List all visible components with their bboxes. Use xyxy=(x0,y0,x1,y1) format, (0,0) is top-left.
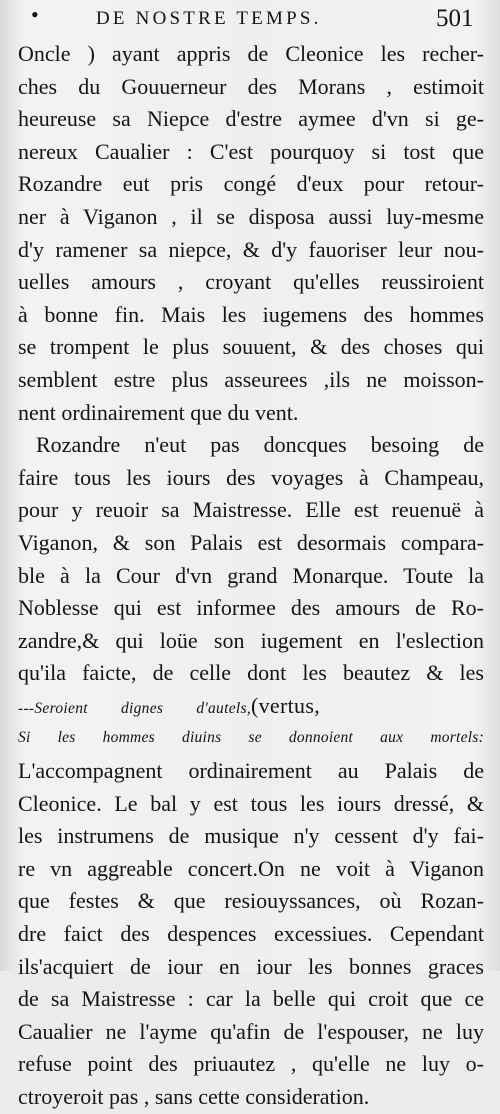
text-line: faire tous les iours des voyages à Champeau, xyxy=(18,464,484,490)
running-head: DE NOSTRE TEMPS. xyxy=(96,8,322,29)
page-number: 501 xyxy=(436,5,474,32)
text-line: ner à Viganon , il se disposa aussi luy-mesme xyxy=(18,203,484,229)
verse-continuation: (vertus, xyxy=(251,692,320,718)
text-line: heureuse sa Niepce d'estre aymee d'vn si ge- xyxy=(18,106,484,132)
text-line: de sa Maistresse : car la belle qui croit que ce xyxy=(18,986,484,1012)
verse-line-1 xyxy=(18,690,484,723)
text-line: à bonne fin. Mais les iugemens des hommes xyxy=(18,301,484,327)
text-line: ctroyeroit pas , sans cette consideration. xyxy=(18,1084,370,1109)
text-line: uelles amours , croyant qu'elles reussiroient xyxy=(18,269,484,295)
text-line: se trompent le plus souuent, & des choses qui xyxy=(18,334,484,360)
verse-text: ---Seroient dignes d'autels, xyxy=(18,699,251,717)
verse-line-2: Si les hommes diuins se donnoient aux mortels: xyxy=(18,729,484,747)
text-line: refuse point des priuautez , qu'elle ne luy o- xyxy=(18,1051,484,1077)
text-line: Oncle ) ayant appris de Cleonice les recher- xyxy=(18,41,484,66)
text-line: qu'ila faicte, de celle dont les beautez & les xyxy=(18,660,484,686)
text-line: ble à la Cour d'vn grand Monarque. Toute la xyxy=(18,562,484,588)
text-line: nereux Caualier : C'est pourquoy si tost que xyxy=(18,138,484,164)
text-line: d'y ramener sa niepce, & d'y fauoriser leur nou- xyxy=(18,236,484,262)
text-line: re vn aggreable concert.On ne voit à Viganon xyxy=(18,855,484,881)
ornament-mark: • xyxy=(31,2,39,27)
text-line: Rozandre n'eut pas doncques besoing de xyxy=(36,432,484,458)
text-line: Cleonice. Le bal y est tous les iours dressé, & xyxy=(18,790,484,816)
page-text xyxy=(18,38,484,1114)
text-line: que festes & que resiouyssances, où Rozan- xyxy=(18,888,484,914)
text-line: L'accompagnent ordinairement au Palais de xyxy=(18,758,484,784)
text-line: Viganon, & son Palais est desormais compara- xyxy=(18,529,484,555)
text-line: Caualier ne l'ayme qu'afin de l'espouser, ne luy xyxy=(18,1018,484,1044)
text-line: les instrumens de musique n'y cessent d'y fai- xyxy=(18,823,484,849)
text-line: Noblesse qui est informee des amours de Ro- xyxy=(18,595,484,621)
text-line: semblent estre plus asseurees ,ils ne moisson- xyxy=(18,366,484,392)
text-line: dre faict des despences excessiues. Cependant xyxy=(18,921,484,947)
page-header xyxy=(0,2,500,36)
text-line: ils'acquiert de iour en iour les bonnes graces xyxy=(18,953,484,979)
text-line: Rozandre eut pris congé d'eux pour retour- xyxy=(18,171,484,197)
text-line: zandre,& qui loüe son iugement en l'eslection xyxy=(18,627,484,653)
text-line: nent ordinairement que du vent. xyxy=(18,399,299,425)
text-line: ches du Gouuerneur des Morans , estimoit xyxy=(18,73,484,99)
text-line: pour y reuoir sa Maistresse. Elle est reuenuë à xyxy=(18,497,484,523)
